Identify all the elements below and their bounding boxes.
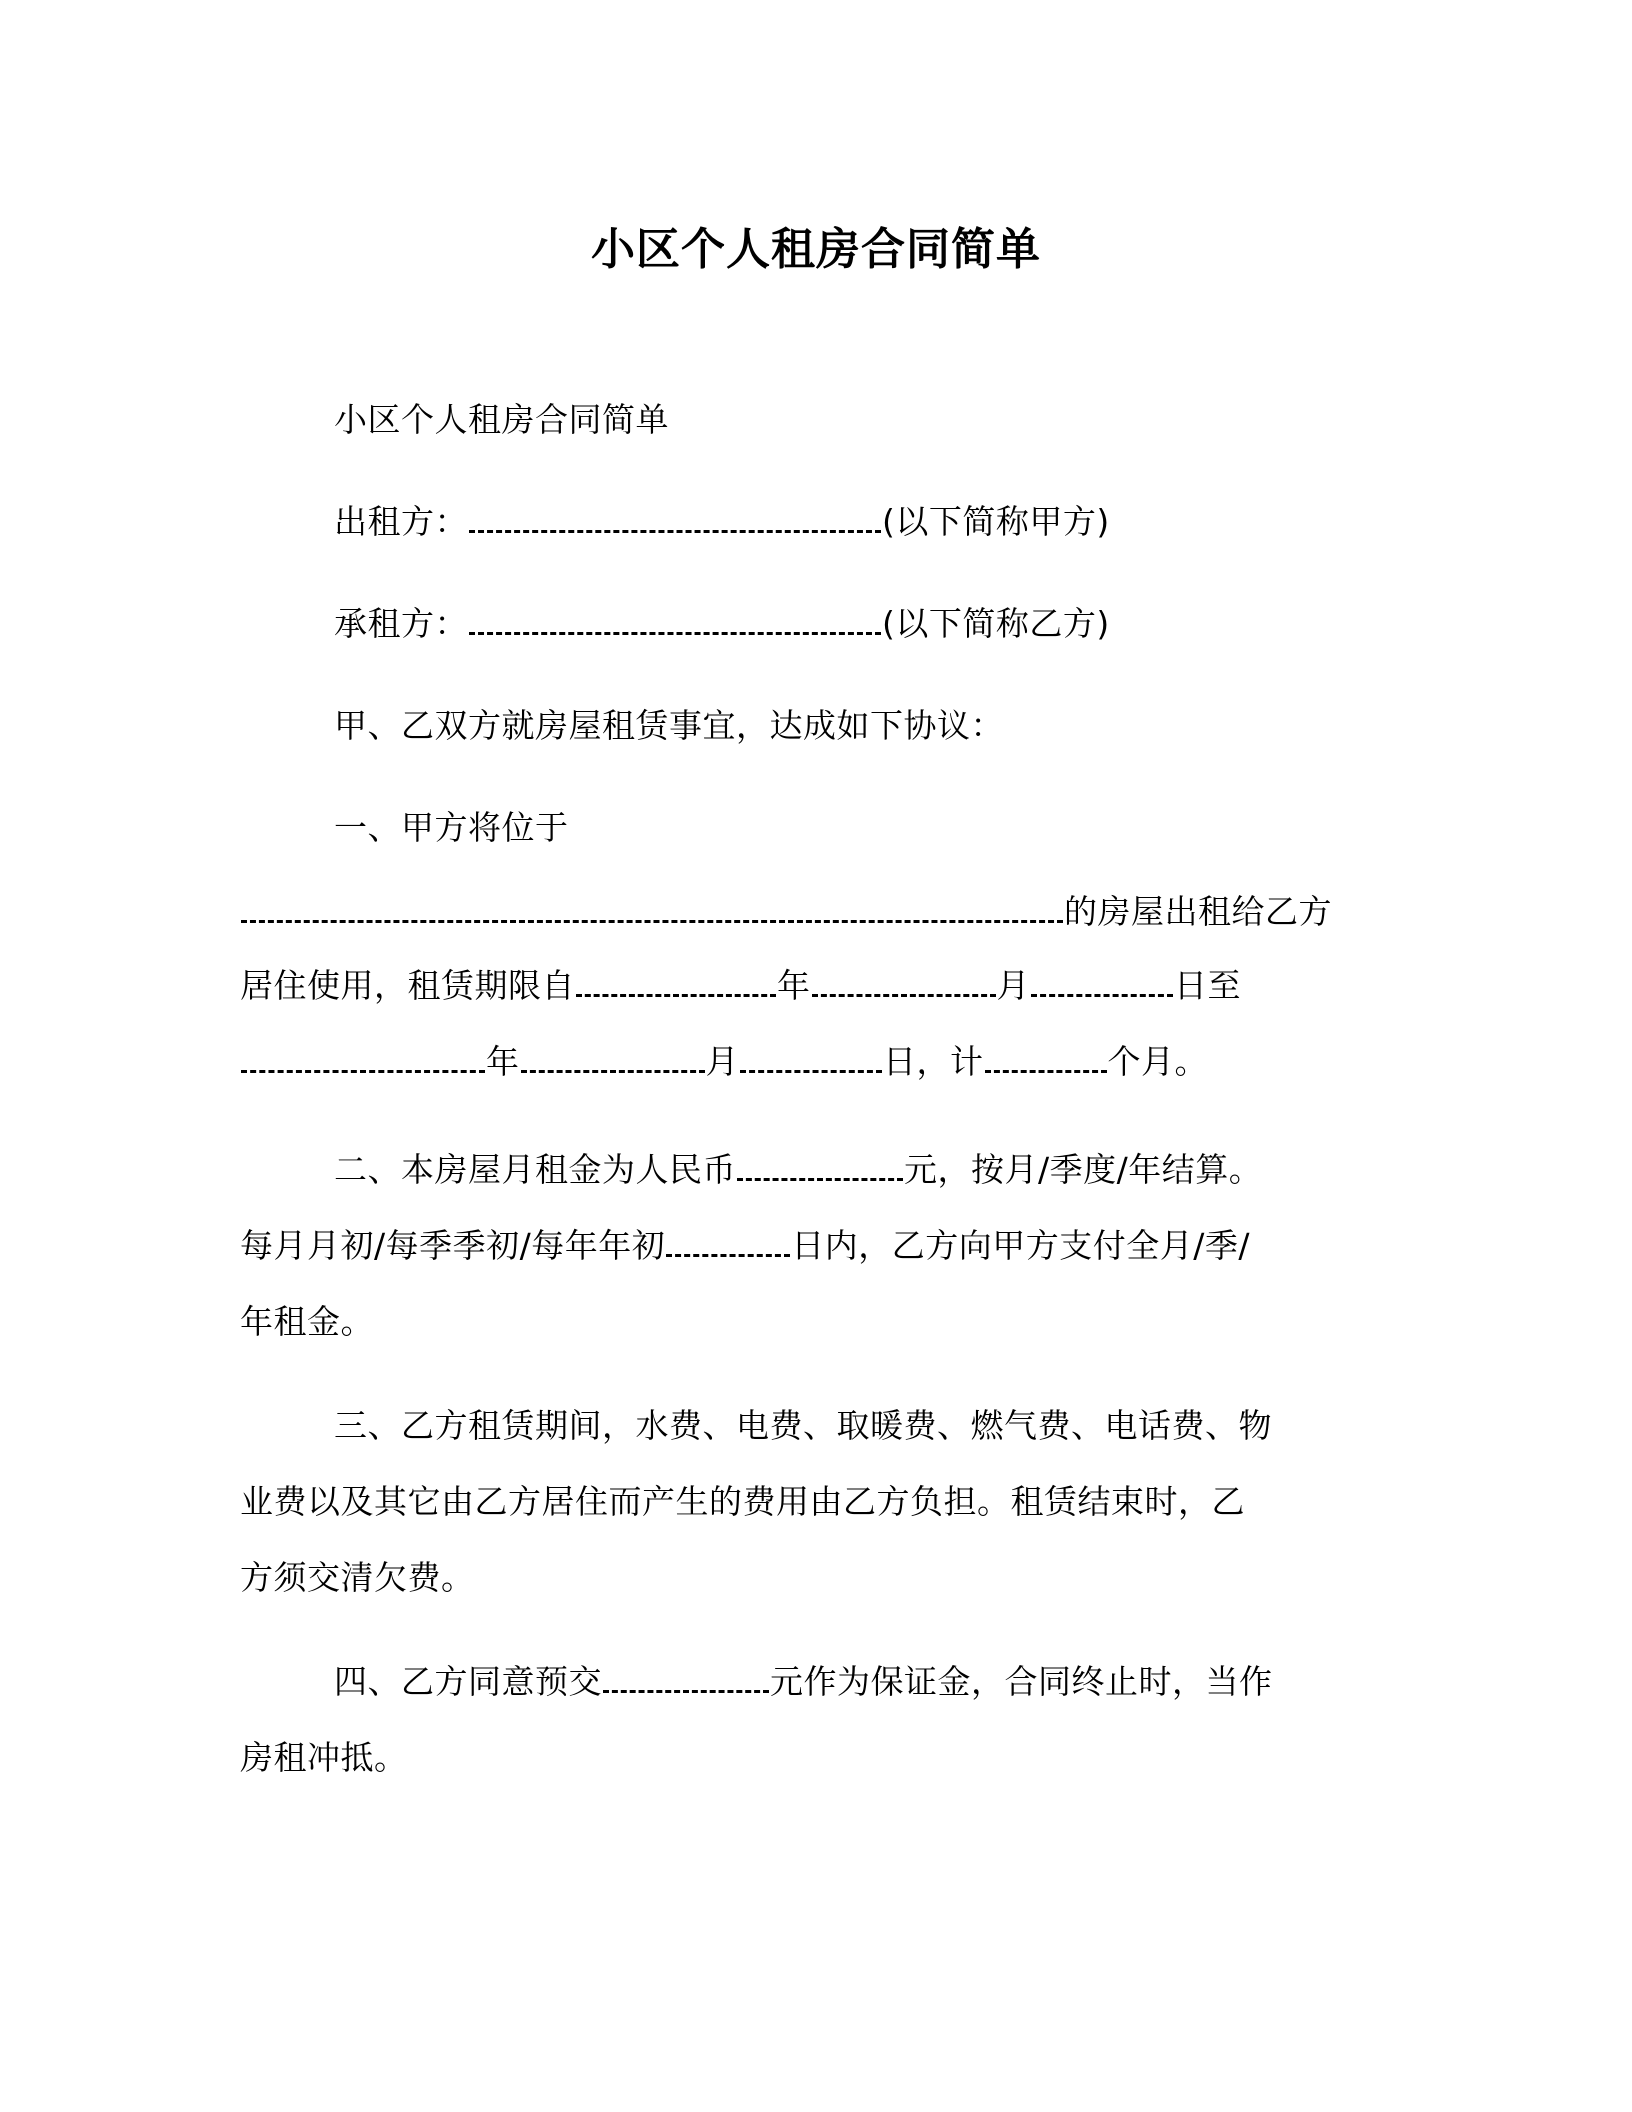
end-day-blank[interactable] xyxy=(740,1042,882,1073)
end-year-blank[interactable] xyxy=(241,1042,485,1073)
deposit-prefix: 四、乙方同意预交 xyxy=(334,1662,602,1701)
rent-prefix: 二、本房屋月租金为人民币 xyxy=(334,1150,736,1189)
clause3-line1: 三、乙方租赁期间，水费、电费、取暖费、燃气费、电话费、物 xyxy=(334,1406,1272,1445)
clause2-line3: 年租金。 xyxy=(240,1302,374,1341)
clause4-line2: 房租冲抵。 xyxy=(240,1738,408,1777)
clause3-line3: 方须交清欠费。 xyxy=(240,1558,475,1597)
clause1-line4 xyxy=(240,1040,1208,1084)
document-subtitle: 小区个人租房合同简单 xyxy=(334,400,669,439)
property-address-blank[interactable] xyxy=(241,892,1063,923)
payment-day-blank[interactable] xyxy=(666,1226,790,1257)
clause1-line1: 一、甲方将位于 xyxy=(334,808,569,847)
month-label: 月 xyxy=(996,966,1030,1005)
end-month-blank[interactable] xyxy=(521,1042,705,1073)
start-month-blank[interactable] xyxy=(812,966,996,997)
clause1-line3 xyxy=(240,964,1241,1008)
clause3-line2: 业费以及其它由乙方居住而产生的费用由乙方负担。租赁结束时，乙 xyxy=(240,1482,1245,1521)
month-label: 月 xyxy=(705,1042,739,1081)
clause1-line2 xyxy=(240,890,1332,934)
year-label: 年 xyxy=(777,966,811,1005)
start-year-blank[interactable] xyxy=(576,966,776,997)
payment-schedule-prefix: 每月月初/每季季初/每年年初 xyxy=(240,1226,666,1265)
rent-suffix: 元，按月/季度/年结算。 xyxy=(904,1150,1263,1189)
clause2-line1 xyxy=(334,1148,1262,1192)
lessee-name-blank[interactable] xyxy=(469,604,881,635)
lessor-name-blank[interactable] xyxy=(469,502,881,533)
lessee-label: 承租方： xyxy=(334,604,468,643)
day-total-label: 日，计 xyxy=(883,1042,984,1081)
lessee-line xyxy=(334,602,1110,646)
payment-schedule-suffix: 日内，乙方向甲方支付全月/季/ xyxy=(791,1226,1250,1265)
deposit-amount-blank[interactable] xyxy=(603,1662,769,1693)
deposit-suffix: 元作为保证金，合同终止时，当作 xyxy=(770,1662,1273,1701)
clause1-line2-text: 的房屋出租给乙方 xyxy=(1064,892,1332,931)
lessee-suffix: (以下简称乙方) xyxy=(882,604,1110,643)
lease-start-prefix: 居住使用，租赁期限自 xyxy=(240,966,575,1005)
document-title: 小区个人租房合同简单 xyxy=(591,224,1041,275)
clause4-line1 xyxy=(334,1660,1273,1704)
lessor-line xyxy=(334,500,1110,544)
monthly-rent-blank[interactable] xyxy=(737,1150,903,1181)
start-day-blank[interactable] xyxy=(1031,966,1173,997)
clause2-line2 xyxy=(240,1224,1250,1268)
preamble: 甲、乙双方就房屋租赁事宜，达成如下协议： xyxy=(334,706,1004,745)
lessor-suffix: (以下简称甲方) xyxy=(882,502,1110,541)
months-label: 个月。 xyxy=(1107,1042,1208,1081)
year-label: 年 xyxy=(486,1042,520,1081)
total-months-blank[interactable] xyxy=(985,1042,1107,1073)
day-to-label: 日至 xyxy=(1174,966,1241,1005)
lessor-label: 出租方： xyxy=(334,502,468,541)
